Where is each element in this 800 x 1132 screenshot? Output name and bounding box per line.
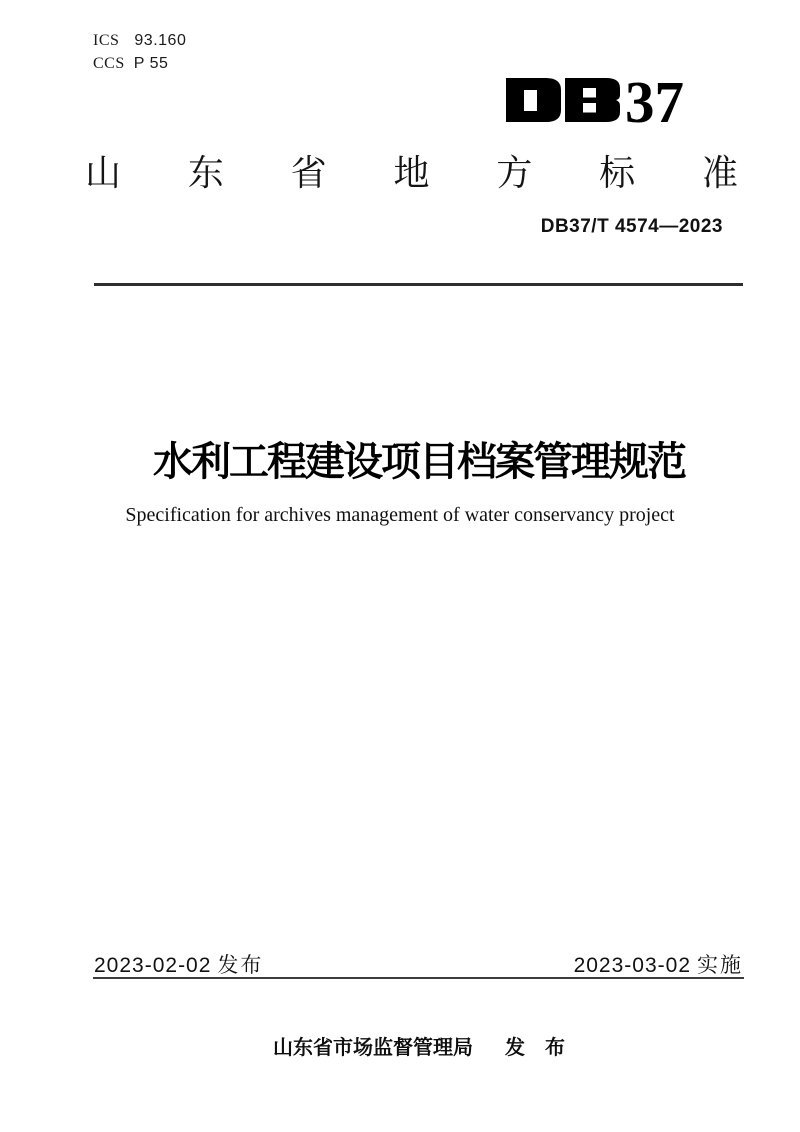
- standard-code: DB37/T 4574—2023: [540, 216, 723, 237]
- publish-label: 发 布: [505, 1037, 565, 1059]
- ics-label: ICS: [93, 32, 120, 49]
- standard-type-char: 省: [290, 152, 327, 193]
- standard-type-char: 地: [393, 152, 430, 193]
- document-title-en: Specification for archives management of water conservancy project: [125, 504, 675, 526]
- standard-type-char: 标: [599, 152, 636, 193]
- standard-type-heading: [85, 153, 738, 193]
- ics-value: 93.160: [134, 32, 187, 49]
- publisher-line: [94, 1031, 744, 1060]
- ics-code-line: [93, 29, 186, 52]
- standard-type-char: 山: [85, 152, 122, 193]
- standard-type-char: 准: [701, 152, 738, 193]
- footer-rule: [93, 977, 744, 979]
- issue-label: 发布: [217, 954, 264, 977]
- db37-logo-number: 37: [625, 69, 684, 135]
- implement-label: 实施: [697, 954, 743, 977]
- footer-dates: [94, 949, 743, 979]
- issue-date-line: [94, 949, 263, 979]
- standard-type-char: 东: [187, 152, 224, 193]
- header-rule: [94, 283, 743, 286]
- ccs-label: CCS: [93, 55, 125, 72]
- implement-date: 2023-03-02: [573, 954, 691, 977]
- implement-date-line: [574, 949, 743, 979]
- db-logo-b-glyph: [565, 78, 620, 122]
- classification-codes: [93, 29, 186, 75]
- standard-type-char: 方: [496, 152, 533, 193]
- ccs-value: P 55: [133, 55, 169, 72]
- ccs-code-line: [93, 52, 186, 75]
- publisher-name: 山东省市场监督管理局: [273, 1037, 473, 1059]
- db37-logo: [506, 69, 684, 135]
- document-title-zh: 水利工程建设项目档案管理规范: [153, 440, 685, 484]
- issue-date: 2023-02-02: [94, 954, 212, 977]
